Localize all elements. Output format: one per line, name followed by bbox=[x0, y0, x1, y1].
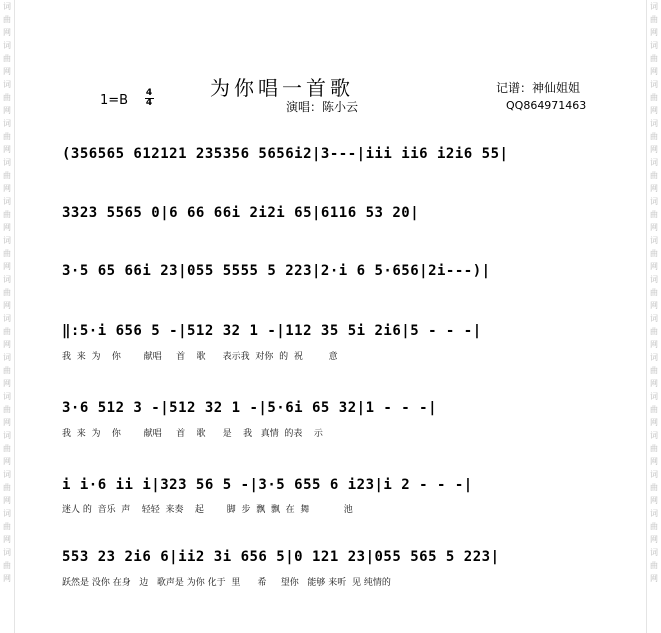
watermark-char: 词 bbox=[650, 353, 658, 362]
watermark-char: 词 bbox=[3, 80, 11, 89]
watermark-char: 词 bbox=[650, 2, 658, 11]
watermark-char: 词 bbox=[650, 548, 658, 557]
watermark-char: 曲 bbox=[650, 132, 658, 141]
watermark-char: 曲 bbox=[650, 288, 658, 297]
watermark-char: 词 bbox=[3, 119, 11, 128]
time-signature-bottom: 4 bbox=[145, 98, 153, 108]
watermark-char: 网 bbox=[3, 262, 11, 271]
lyrics-row-7: 跃然是 没你 在身 边 歌声是 为你 化于 里 希 望你 能够 来听 见 纯情的 bbox=[62, 578, 391, 588]
watermark-char: 曲 bbox=[3, 522, 11, 531]
watermark-char: 曲 bbox=[3, 210, 11, 219]
score-row-5: 3·6 512 3 -|512 32 1 -|5·6i 65 32|1 - - -| bbox=[62, 400, 438, 416]
watermark-char: 曲 bbox=[3, 405, 11, 414]
watermark-char: 网 bbox=[3, 574, 11, 583]
watermark-char: 词 bbox=[650, 80, 658, 89]
score-row-4: ‖:5·i 656 5 -|512 32 1 -|112 35 5i 2i6|5 - - -| bbox=[62, 323, 482, 339]
watermark-char: 网 bbox=[3, 223, 11, 232]
watermark-char: 网 bbox=[3, 340, 11, 349]
contact-qq: QQ864971463 bbox=[506, 99, 587, 112]
watermark-char: 曲 bbox=[650, 54, 658, 63]
score-row-2: 3323 5565 0|6 66 66i 2i2i 65|6116 53 20| bbox=[62, 205, 420, 221]
watermark-char: 词 bbox=[650, 197, 658, 206]
watermark-char: 曲 bbox=[650, 561, 658, 570]
watermark-right bbox=[646, 0, 661, 633]
watermark-char: 网 bbox=[3, 145, 11, 154]
watermark-char: 词 bbox=[3, 236, 11, 245]
watermark-char: 词 bbox=[3, 470, 11, 479]
lyrics-row-5: 我 来 为 你 献唱 首 歌 是 我 真情 的表 示 bbox=[62, 429, 323, 439]
watermark-char: 曲 bbox=[650, 366, 658, 375]
watermark-char: 曲 bbox=[650, 327, 658, 336]
watermark-char: 曲 bbox=[3, 327, 11, 336]
watermark-char: 曲 bbox=[3, 444, 11, 453]
watermark-char: 词 bbox=[650, 41, 658, 50]
watermark-char: 曲 bbox=[650, 15, 658, 24]
watermark-left bbox=[0, 0, 15, 633]
watermark-char: 曲 bbox=[650, 483, 658, 492]
watermark-char: 网 bbox=[650, 457, 658, 466]
watermark-char: 网 bbox=[3, 457, 11, 466]
watermark-char: 网 bbox=[650, 223, 658, 232]
watermark-char: 词 bbox=[3, 314, 11, 323]
watermark-char: 网 bbox=[650, 301, 658, 310]
lyrics-row-4: 我 来 为 你 献唱 首 歌 表示我 对你 的 祝 意 bbox=[62, 352, 338, 362]
watermark-char: 词 bbox=[3, 509, 11, 518]
watermark-char: 词 bbox=[3, 2, 11, 11]
watermark-char: 词 bbox=[650, 236, 658, 245]
watermark-char: 网 bbox=[3, 535, 11, 544]
score-row-1: (356565 612121 235356 5656i2|3---|iii ii6 i2i6 55| bbox=[62, 146, 509, 162]
song-title: 为你唱一首歌 bbox=[210, 76, 354, 100]
lyrics-row-6: 迷人 的 音乐 声 轻轻 来奏 起 脚 步 飘 飘 在 舞 池 bbox=[62, 505, 353, 515]
watermark-char: 词 bbox=[650, 470, 658, 479]
watermark-char: 词 bbox=[3, 392, 11, 401]
watermark-char: 曲 bbox=[650, 171, 658, 180]
watermark-char: 曲 bbox=[650, 93, 658, 102]
watermark-char: 曲 bbox=[3, 15, 11, 24]
watermark-char: 曲 bbox=[3, 249, 11, 258]
watermark-char: 词 bbox=[3, 197, 11, 206]
watermark-char: 曲 bbox=[3, 561, 11, 570]
watermark-char: 网 bbox=[3, 67, 11, 76]
watermark-char: 网 bbox=[650, 67, 658, 76]
watermark-char: 网 bbox=[3, 28, 11, 37]
time-signature-top: 4 bbox=[145, 88, 153, 98]
transcriber-credit: 记谱：神仙姐姐 bbox=[496, 81, 581, 95]
watermark-char: 网 bbox=[3, 106, 11, 115]
watermark-char: 网 bbox=[3, 379, 11, 388]
watermark-char: 词 bbox=[3, 41, 11, 50]
watermark-char: 曲 bbox=[3, 132, 11, 141]
watermark-char: 曲 bbox=[3, 483, 11, 492]
watermark-char: 词 bbox=[650, 392, 658, 401]
watermark-char: 曲 bbox=[3, 54, 11, 63]
score-row-6: i i·6 ii i|323 56 5 -|3·5 655 6 i23|i 2 - - -| bbox=[62, 477, 473, 493]
watermark-char: 曲 bbox=[3, 93, 11, 102]
watermark-char: 网 bbox=[650, 418, 658, 427]
watermark-char: 网 bbox=[650, 145, 658, 154]
score-row-7: 553 23 2i6 6|ii2 3i 656 5|0 121 23|055 565 5 223| bbox=[62, 549, 500, 565]
key-signature: 1=B bbox=[100, 93, 129, 108]
watermark-char: 曲 bbox=[650, 522, 658, 531]
watermark-char: 网 bbox=[650, 535, 658, 544]
watermark-char: 网 bbox=[3, 496, 11, 505]
watermark-char: 词 bbox=[3, 275, 11, 284]
watermark-char: 词 bbox=[3, 431, 11, 440]
watermark-char: 网 bbox=[650, 106, 658, 115]
watermark-char: 词 bbox=[650, 314, 658, 323]
watermark-char: 词 bbox=[3, 548, 11, 557]
singer-credit: 演唱：陈小云 bbox=[286, 100, 359, 114]
watermark-char: 曲 bbox=[3, 366, 11, 375]
watermark-char: 词 bbox=[3, 158, 11, 167]
watermark-char: 网 bbox=[3, 301, 11, 310]
watermark-char: 网 bbox=[650, 28, 658, 37]
watermark-char: 网 bbox=[650, 340, 658, 349]
watermark-char: 曲 bbox=[3, 171, 11, 180]
watermark-char: 曲 bbox=[650, 210, 658, 219]
watermark-char: 曲 bbox=[3, 288, 11, 297]
score-row-3: 3·5 65 66i 23|055 5555 5 223|2·i 6 5·656|2i---)| bbox=[62, 263, 491, 279]
watermark-char: 词 bbox=[650, 509, 658, 518]
watermark-char: 网 bbox=[3, 418, 11, 427]
watermark-char: 曲 bbox=[650, 444, 658, 453]
watermark-char: 词 bbox=[650, 158, 658, 167]
watermark-char: 网 bbox=[3, 184, 11, 193]
watermark-char: 词 bbox=[3, 353, 11, 362]
watermark-char: 网 bbox=[650, 379, 658, 388]
watermark-char: 网 bbox=[650, 184, 658, 193]
watermark-char: 曲 bbox=[650, 249, 658, 258]
watermark-char: 词 bbox=[650, 275, 658, 284]
watermark-char: 词 bbox=[650, 431, 658, 440]
watermark-char: 网 bbox=[650, 262, 658, 271]
watermark-char: 词 bbox=[650, 119, 658, 128]
watermark-char: 曲 bbox=[650, 405, 658, 414]
watermark-char: 网 bbox=[650, 574, 658, 583]
time-signature bbox=[143, 89, 155, 108]
watermark-char: 网 bbox=[650, 496, 658, 505]
